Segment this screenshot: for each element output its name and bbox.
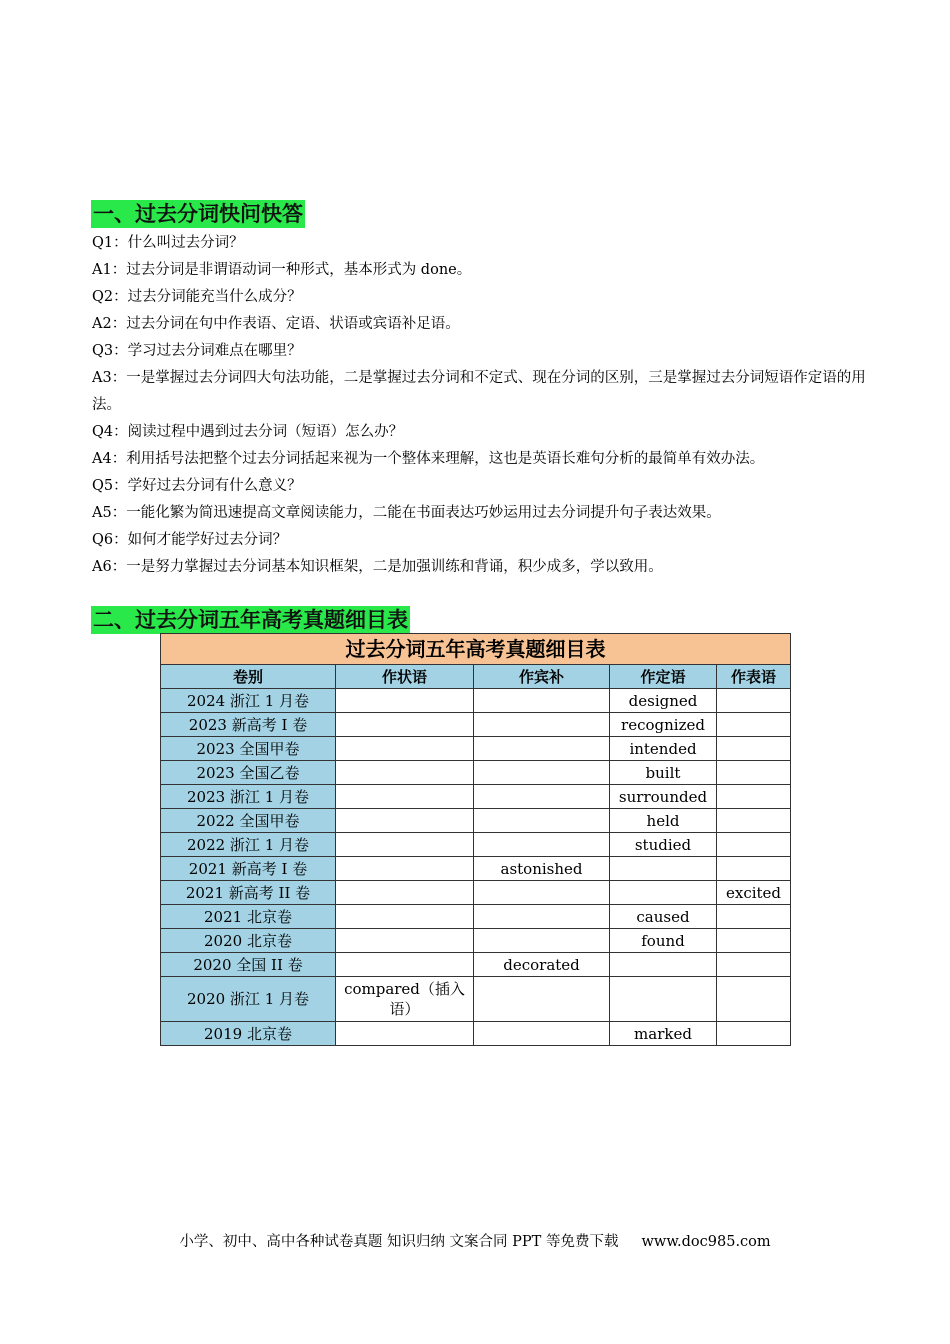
header-predicative: 作表语 [717, 665, 791, 689]
table-cell [336, 689, 474, 713]
table-cell: excited [717, 881, 791, 905]
table-cell [336, 929, 474, 953]
table-cell [474, 809, 610, 833]
table-cell-paper: 2022 浙江 1 月卷 [161, 833, 336, 857]
table-cell [717, 785, 791, 809]
table-cell [474, 1022, 610, 1046]
table-cell [610, 881, 717, 905]
table-cell: caused [610, 905, 717, 929]
table-cell [717, 977, 791, 1022]
table-cell-paper: 2019 北京卷 [161, 1022, 336, 1046]
table-cell [474, 737, 610, 761]
qa-line: A2：过去分词在句中作表语、定语、状语或宾语补足语。 [92, 316, 460, 332]
table-cell [336, 833, 474, 857]
table-cell: surrounded [610, 785, 717, 809]
table-cell [336, 953, 474, 977]
header-object-complement: 作宾补 [474, 665, 610, 689]
table-cell [717, 1022, 791, 1046]
table-cell [474, 761, 610, 785]
table-cell [610, 857, 717, 881]
table-cell [717, 953, 791, 977]
table-cell [474, 713, 610, 737]
table-row [161, 761, 791, 785]
table-cell [717, 713, 791, 737]
table-cell-paper: 2023 新高考 I 卷 [161, 713, 336, 737]
footer-text: 小学、初中、高中各种试卷真题 知识归纳 文案合同 PPT 等免费下载 [179, 1234, 619, 1250]
table-row [161, 1022, 791, 1046]
table-cell: found [610, 929, 717, 953]
table-cell-paper: 2020 浙江 1 月卷 [161, 977, 336, 1022]
table-cell [336, 1022, 474, 1046]
table-header-row [161, 665, 791, 689]
table-cell [474, 881, 610, 905]
table-cell [717, 833, 791, 857]
qa-line: A1：过去分词是非谓语动词一种形式，基本形式为 done。 [92, 262, 472, 278]
table-cell [717, 689, 791, 713]
table-cell [474, 929, 610, 953]
table-cell [474, 689, 610, 713]
table-row [161, 857, 791, 881]
table-cell [336, 809, 474, 833]
table-cell [610, 977, 717, 1022]
table-cell [717, 809, 791, 833]
qa-line: Q6：如何才能学好过去分词？ [92, 532, 288, 548]
table-cell: held [610, 809, 717, 833]
table-cell-paper: 2021 新高考 I 卷 [161, 857, 336, 881]
header-attributive: 作定语 [610, 665, 717, 689]
table-cell [717, 761, 791, 785]
table-cell [474, 905, 610, 929]
table-cell: recognized [610, 713, 717, 737]
table-cell [474, 977, 610, 1022]
table-cell-paper: 2023 全国乙卷 [161, 761, 336, 785]
qa-line: Q5：学好过去分词有什么意义？ [92, 478, 302, 494]
table-cell [474, 785, 610, 809]
table-cell-paper: 2020 全国 II 卷 [161, 953, 336, 977]
table-cell [336, 737, 474, 761]
table-row [161, 689, 791, 713]
table-caption: 过去分词五年高考真题细目表 [161, 634, 791, 665]
header-adverbial: 作状语 [336, 665, 474, 689]
table-cell: intended [610, 737, 717, 761]
header-paper: 卷别 [161, 665, 336, 689]
footer-url[interactable]: www.doc985.com [641, 1234, 771, 1250]
section-title-table: 二、过去分词五年高考真题细目表 [93, 608, 408, 632]
table-cell: built [610, 761, 717, 785]
table-row [161, 905, 791, 929]
table-cell-paper: 2020 北京卷 [161, 929, 336, 953]
table-cell [717, 929, 791, 953]
table-cell: designed [610, 689, 717, 713]
table-row [161, 953, 791, 977]
table-cell: compared（插入语） [336, 977, 474, 1022]
table-row [161, 977, 791, 1022]
qa-line: A6：一是努力掌握过去分词基本知识框架，二是加强训练和背诵，积少成多，学以致用。 [92, 559, 663, 575]
table-cell-paper: 2021 北京卷 [161, 905, 336, 929]
table-row [161, 785, 791, 809]
table-cell-paper: 2023 浙江 1 月卷 [161, 785, 336, 809]
footer [0, 1230, 950, 1251]
table-cell [336, 857, 474, 881]
qa-line: Q3：学习过去分词难点在哪里？ [92, 343, 302, 359]
table-cell-paper: 2021 新高考 II 卷 [161, 881, 336, 905]
table-cell: studied [610, 833, 717, 857]
table-row [161, 881, 791, 905]
table-cell: astonished [474, 857, 610, 881]
table-cell: decorated [474, 953, 610, 977]
qa-line: A3：一是掌握过去分词四大句法功能，二是掌握过去分词和不定式、现在分词的区别，三是掌握过去分词短语作定语的用法。 [92, 370, 866, 413]
table-cell [474, 833, 610, 857]
table-cell [717, 905, 791, 929]
qa-list [92, 230, 872, 581]
qa-line: Q1：什么叫过去分词？ [92, 235, 244, 251]
exam-table [160, 633, 791, 1046]
table-cell [717, 737, 791, 761]
table-row [161, 737, 791, 761]
table-cell [336, 905, 474, 929]
qa-line: Q4：阅读过程中遇到过去分词（短语）怎么办？ [92, 424, 404, 440]
table-row [161, 833, 791, 857]
table-row [161, 809, 791, 833]
table-cell [610, 953, 717, 977]
table-row [161, 713, 791, 737]
table-cell [336, 881, 474, 905]
table-cell [336, 785, 474, 809]
table-cell [336, 761, 474, 785]
qa-line: A4：利用括号法把整个过去分词括起来视为一个整体来理解，这也是英语长难句分析的最简单有效办法。 [92, 451, 765, 467]
table-cell: marked [610, 1022, 717, 1046]
table-cell [336, 713, 474, 737]
table-row [161, 929, 791, 953]
table-cell-paper: 2024 浙江 1 月卷 [161, 689, 336, 713]
section-title-qa: 一、过去分词快问快答 [93, 202, 303, 226]
qa-line: Q2：过去分词能充当什么成分？ [92, 289, 302, 305]
table-cell-paper: 2022 全国甲卷 [161, 809, 336, 833]
table-cell-paper: 2023 全国甲卷 [161, 737, 336, 761]
qa-line: A5：一能化繁为简迅速提高文章阅读能力，二能在书面表达巧妙运用过去分词提升句子表达效果。 [92, 505, 721, 521]
table-cell [717, 857, 791, 881]
